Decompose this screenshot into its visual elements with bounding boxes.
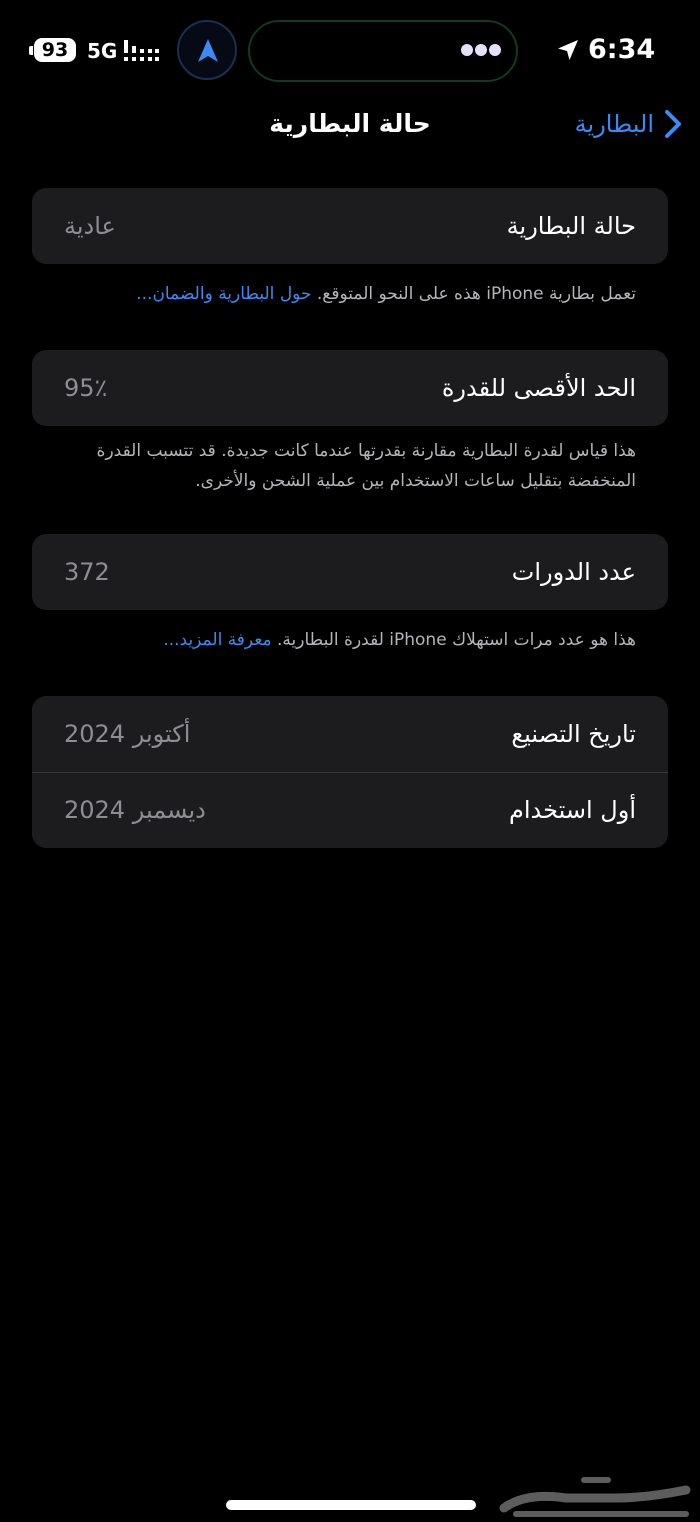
battery-level-indicator: 93 — [34, 38, 76, 62]
battery-health-row — [32, 188, 668, 264]
row-value: 372 — [64, 558, 110, 586]
status-bar — [0, 0, 700, 100]
navigation-activity-bubble[interactable] — [177, 20, 237, 80]
maximum-capacity-row — [32, 350, 668, 426]
page-title: حالة البطارية — [269, 109, 431, 138]
battery-health-footnote — [60, 279, 636, 309]
manufacture-date-row — [32, 696, 668, 772]
more-dots-icon — [460, 43, 502, 57]
row-label: الحد الأقصى للقدرة — [441, 374, 636, 402]
footnote-text: تعمل بطارية iPhone هذه على النحو المتوقع. — [316, 284, 636, 304]
back-button[interactable] — [575, 104, 682, 144]
maximum-capacity-footnote — [60, 436, 636, 496]
signal-bars-icon — [124, 40, 160, 62]
cycle-count-row — [32, 534, 668, 610]
cycle-count-card — [32, 534, 668, 610]
clock-time: 6:34 — [588, 34, 656, 65]
row-value: أكتوبر 2024 — [64, 720, 191, 748]
row-value: عادية — [64, 212, 116, 240]
row-label: عدد الدورات — [511, 558, 636, 586]
row-label: حالة البطارية — [506, 212, 636, 240]
home-indicator[interactable] — [226, 1500, 476, 1510]
row-label: أول استخدام — [509, 796, 636, 824]
learn-more-link[interactable]: معرفة المزيد... — [163, 630, 272, 650]
row-value: 95٪ — [64, 374, 108, 402]
cycle-count-footnote — [60, 625, 636, 655]
network-type-label: 5G — [87, 39, 118, 63]
chevron-right-icon — [664, 109, 682, 139]
back-button-label: البطارية — [574, 110, 654, 138]
battery-warranty-link[interactable]: حول البطارية والضمان... — [136, 284, 312, 304]
first-use-row — [32, 772, 668, 848]
maximum-capacity-card — [32, 350, 668, 426]
row-value: ديسمبر 2024 — [64, 796, 206, 824]
navigation-arrow-icon — [196, 38, 220, 64]
footnote-text: هذا قياس لقدرة البطارية مقارنة بقدرتها عندما كانت جديدة. قد تتسبب القدرة المنخفضة بتقليل ساعات الاستخدام بين عملية الشحن والأخرى. — [96, 441, 636, 491]
battery-health-card — [32, 188, 668, 264]
watermark-logo-icon — [496, 1470, 696, 1520]
row-label: تاريخ التصنيع — [511, 720, 636, 748]
footnote-text: هذا هو عدد مرات استهلاك iPhone لقدرة البطارية. — [277, 630, 636, 650]
location-arrow-icon — [556, 38, 580, 62]
battery-dates-card — [32, 696, 668, 848]
